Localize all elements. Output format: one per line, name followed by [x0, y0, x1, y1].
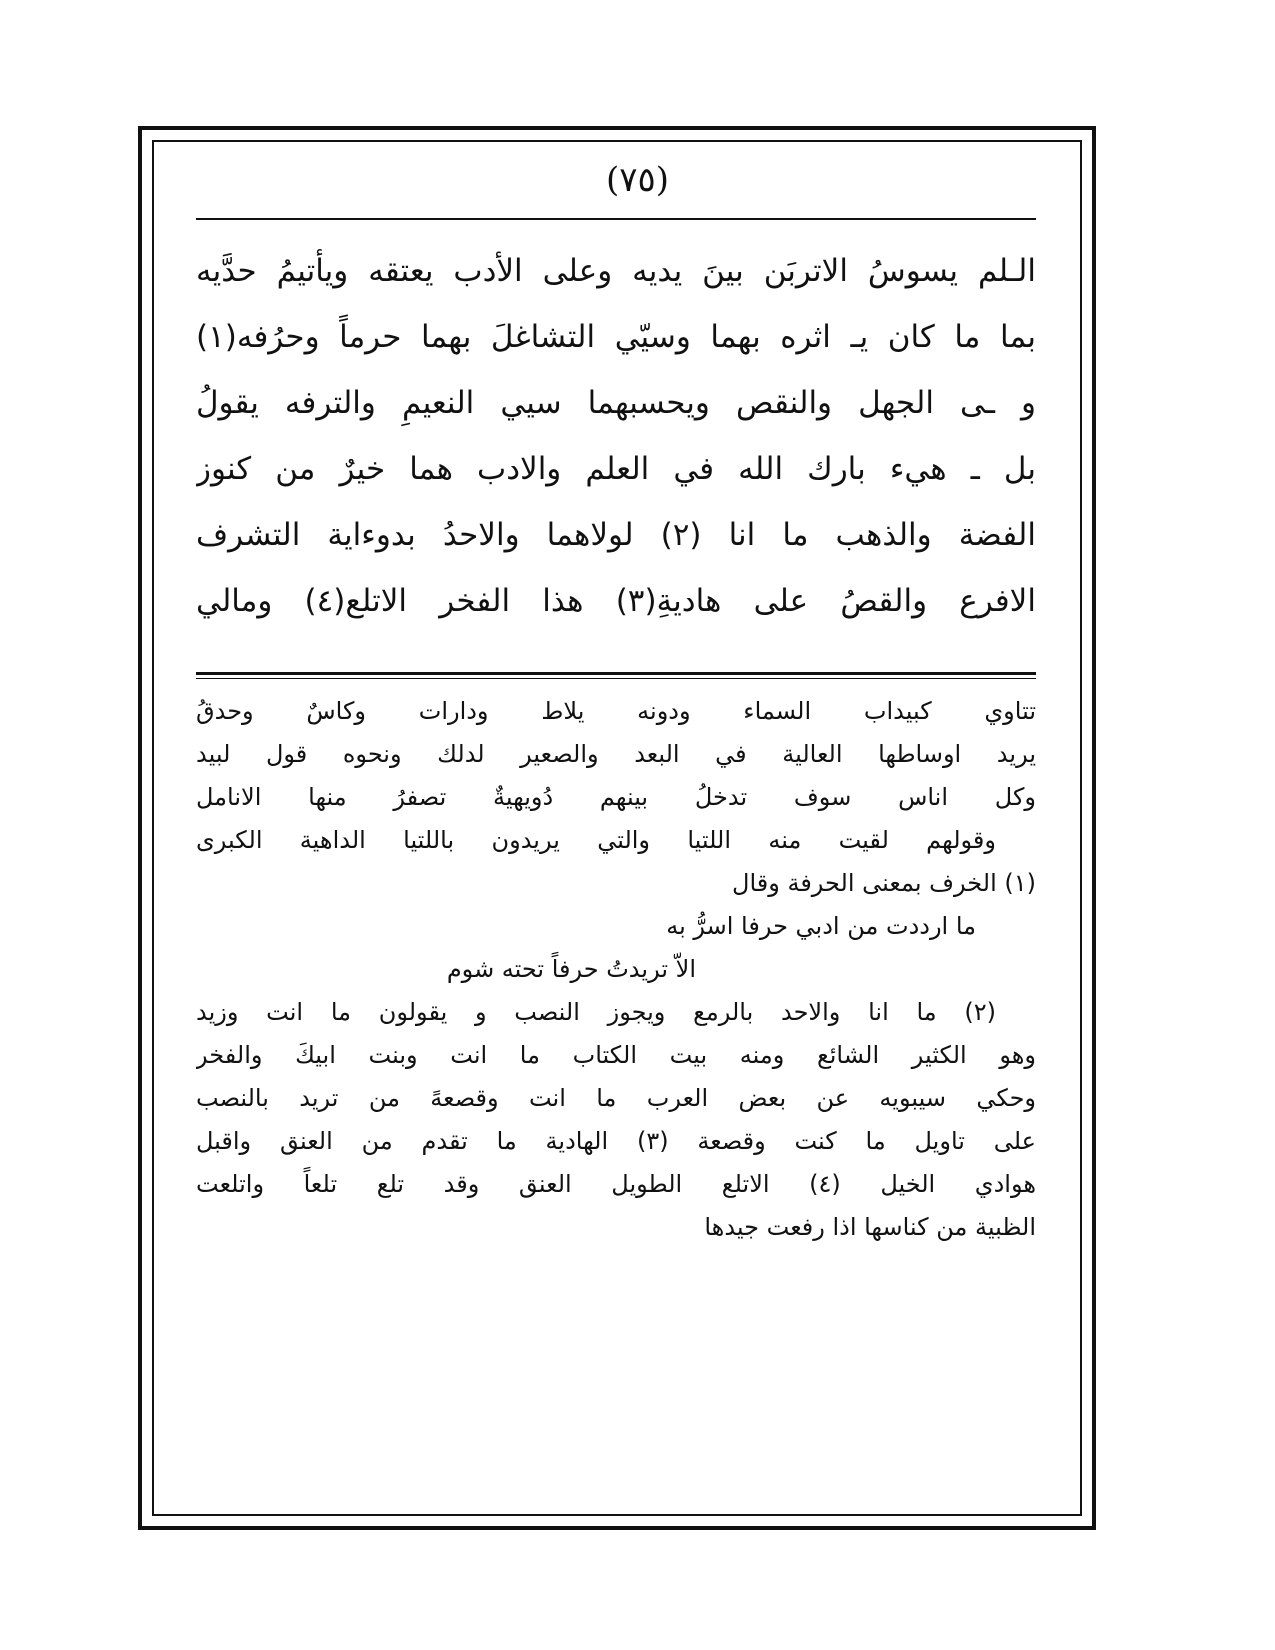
- footnote-line: وكل اناس سوف تدخلُ بينهم دُويهيةٌ تصفرُ منها الانامل: [196, 783, 1036, 811]
- footnote-separator-thick: [196, 672, 1036, 675]
- main-text-block: [196, 238, 1036, 634]
- main-text-line: و ـى الجهل والنقص ويحسبهما سيي النعيمِ والترفه يقولُ: [196, 385, 1036, 421]
- main-text-line: بل ـ هيء بارك الله في العلم والادب هما خيرٌ من كنوز: [196, 451, 1036, 487]
- footnote-line: تتاوي كبيداب السماء ودونه يلاط ودارات وكاسٌ وحدقُ: [196, 697, 1036, 725]
- page-number: (٧٥): [605, 160, 670, 200]
- main-text-line: الفضة والذهب ما انا (٢) لولاهما والاحدُ بدوءاية التشرف: [196, 517, 1036, 553]
- footnote-verse-line: الاّ تريدتُ حرفاً تحته شوم: [446, 955, 696, 983]
- main-text-line: بما ما كان يـ اثره بهما وسيّي التشاغلَ بهما حرماً وحرُفه(١): [196, 319, 1036, 355]
- footnote-line: وهو الكثير الشائع ومنه بيت الكتاب ما انت وبنت ابيكَ والفخر: [196, 1041, 1036, 1069]
- footnote-separator-thin: [196, 678, 1036, 679]
- footnote-line: على تاويل ما كنت وقصعة (٣) الهادية ما تقدم من العنق واقبل: [196, 1127, 1036, 1155]
- main-text-line: الافرع والقصُ على هاديةِ(٣) هذا الفخر الاتلع(٤) ومالي: [196, 583, 1036, 619]
- footnote-line: (١) الخرف بمعنى الحرفة وقال: [732, 869, 1036, 897]
- main-text-line: الـلم يسوسُ الاتربَن بينَ يديه وعلى الأدب يعتقه ويأتيمُ حدَّيه: [196, 253, 1036, 289]
- footnote-line: الظبية من كناسها اذا رفعت جيدها: [704, 1213, 1036, 1241]
- footnote-verse-line: ما ارددت من ادبي حرفا اسرُّ به: [666, 912, 976, 940]
- footnote-line: هوادي الخيل (٤) الاتلع الطويل العنق وقد تلع تلعاً واتلعت: [196, 1170, 1036, 1198]
- header-rule: [196, 218, 1036, 220]
- footnotes-block: [196, 690, 1036, 1249]
- footnote-line: وحكي سيبويه عن بعض العرب ما انت وقصعهً من تريد بالنصب: [196, 1084, 1036, 1112]
- footnote-line: (٢) ما انا والاحد بالرمع ويجوز النصب و يقولون ما انت وزيد: [196, 998, 996, 1026]
- footnote-line: وقولهم لقيت منه اللتيا والتي يريدون باللتيا الداهية الكبرى: [196, 826, 996, 854]
- footnote-line: يريد اوساطها العالية في البعد والصعير لدلك ونحوه قول لبيد: [196, 740, 1036, 768]
